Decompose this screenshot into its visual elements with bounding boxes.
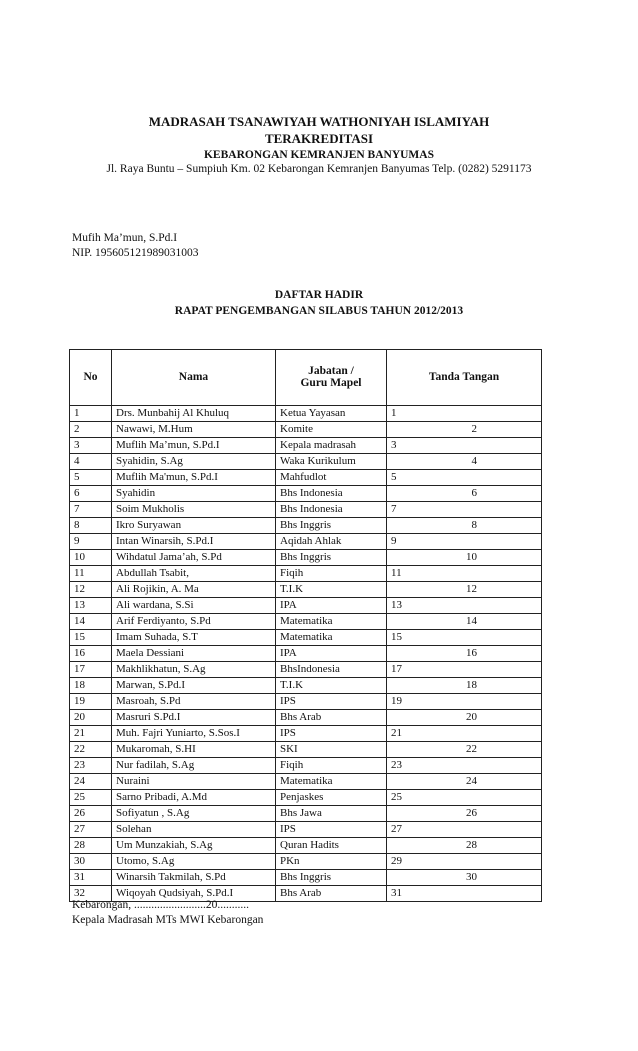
row-position: PKn bbox=[276, 854, 387, 870]
row-signature-slot: 30 bbox=[387, 870, 542, 886]
school-address: Jl. Raya Buntu – Sumpiuh Km. 02 Kebarongan Kemranjen Banyumas Telp. (0282) 5291173 bbox=[106, 163, 532, 175]
row-signature-slot: 17 bbox=[387, 662, 542, 678]
header-jabatan bbox=[276, 350, 387, 406]
attendance-table bbox=[69, 349, 542, 902]
row-position: T.I.K bbox=[276, 678, 387, 694]
row-name: Ali wardana, S.Si bbox=[112, 598, 276, 614]
row-number: 2 bbox=[70, 422, 112, 438]
row-position: IPS bbox=[276, 694, 387, 710]
row-signature-slot: 1 bbox=[387, 406, 542, 422]
row-position: Matematika bbox=[276, 614, 387, 630]
table-row bbox=[70, 870, 542, 886]
row-signature-slot: 11 bbox=[387, 566, 542, 582]
row-position: Aqidah Ahlak bbox=[276, 534, 387, 550]
row-position: Komite bbox=[276, 422, 387, 438]
row-number: 18 bbox=[70, 678, 112, 694]
row-position: Bhs Indonesia bbox=[276, 502, 387, 518]
school-name: MADRASAH TSANAWIYAH WATHONIYAH ISLAMIYAH bbox=[148, 114, 490, 129]
row-position: Kepala madrasah bbox=[276, 438, 387, 454]
row-signature-slot: 18 bbox=[387, 678, 542, 694]
row-signature-slot: 21 bbox=[387, 726, 542, 742]
table-row bbox=[70, 534, 542, 550]
row-name: Arif Ferdiyanto, S.Pd bbox=[112, 614, 276, 630]
table-row bbox=[70, 614, 542, 630]
row-position: IPS bbox=[276, 822, 387, 838]
row-name: Winarsih Takmilah, S.Pd bbox=[112, 870, 276, 886]
row-position: Fiqih bbox=[276, 566, 387, 582]
header-jabatan-line1: Jabatan / bbox=[308, 365, 354, 377]
row-number: 11 bbox=[70, 566, 112, 582]
row-signature-slot: 23 bbox=[387, 758, 542, 774]
row-name: Maela Dessiani bbox=[112, 646, 276, 662]
header-jabatan-line2: Guru Mapel bbox=[300, 376, 362, 389]
row-position: Bhs Inggris bbox=[276, 870, 387, 886]
row-position: Mahfudlot bbox=[276, 470, 387, 486]
row-signature-slot: 22 bbox=[387, 742, 542, 758]
row-signature-slot: 7 bbox=[387, 502, 542, 518]
table-row bbox=[70, 806, 542, 822]
row-name: Drs. Munbahij Al Khuluq bbox=[112, 406, 276, 422]
table-row bbox=[70, 454, 542, 470]
row-position: Bhs Indonesia bbox=[276, 486, 387, 502]
header-tanda-tangan: Tanda Tangan bbox=[387, 350, 542, 406]
row-name: Masroah, S.Pd bbox=[112, 694, 276, 710]
place-date-line: Kebarongan, .........................20........... bbox=[72, 899, 249, 911]
row-number: 15 bbox=[70, 630, 112, 646]
row-position: Waka Kurikulum bbox=[276, 454, 387, 470]
row-signature-slot: 25 bbox=[387, 790, 542, 806]
row-name: Utomo, S.Ag bbox=[112, 854, 276, 870]
table-row bbox=[70, 710, 542, 726]
row-number: 28 bbox=[70, 838, 112, 854]
row-position: Bhs Inggris bbox=[276, 550, 387, 566]
table-row bbox=[70, 550, 542, 566]
table-row bbox=[70, 422, 542, 438]
row-position: SKI bbox=[276, 742, 387, 758]
row-name: Muflih Ma’mun, S.Pd.I bbox=[112, 438, 276, 454]
table-row bbox=[70, 758, 542, 774]
row-position: Ketua Yayasan bbox=[276, 406, 387, 422]
row-position: IPA bbox=[276, 598, 387, 614]
table-row bbox=[70, 678, 542, 694]
principal-title: Kepala Madrasah MTs MWI Kebarongan bbox=[72, 914, 264, 926]
row-signature-slot: 13 bbox=[387, 598, 542, 614]
row-number: 9 bbox=[70, 534, 112, 550]
row-number: 8 bbox=[70, 518, 112, 534]
table-row bbox=[70, 566, 542, 582]
row-number: 13 bbox=[70, 598, 112, 614]
row-name: Intan Winarsih, S.Pd.I bbox=[112, 534, 276, 550]
row-name: Sarno Pribadi, A.Md bbox=[112, 790, 276, 806]
row-position: IPA bbox=[276, 646, 387, 662]
row-signature-slot: 2 bbox=[387, 422, 542, 438]
row-position: Quran Hadits bbox=[276, 838, 387, 854]
row-number: 23 bbox=[70, 758, 112, 774]
row-number: 14 bbox=[70, 614, 112, 630]
document-title: DAFTAR HADIR bbox=[274, 289, 364, 301]
row-number: 12 bbox=[70, 582, 112, 598]
table-row bbox=[70, 598, 542, 614]
row-name: Makhlikhatun, S.Ag bbox=[112, 662, 276, 678]
accreditation-status: TERAKREDITASI bbox=[264, 131, 374, 146]
row-signature-slot: 27 bbox=[387, 822, 542, 838]
row-number: 32 bbox=[70, 886, 112, 902]
table-row bbox=[70, 486, 542, 502]
table-row bbox=[70, 774, 542, 790]
table-row bbox=[70, 582, 542, 598]
row-number: 7 bbox=[70, 502, 112, 518]
row-signature-slot: 6 bbox=[387, 486, 542, 502]
table-row bbox=[70, 790, 542, 806]
row-name: Nawawi, M.Hum bbox=[112, 422, 276, 438]
row-name: Sofiyatun , S.Ag bbox=[112, 806, 276, 822]
row-number: 20 bbox=[70, 710, 112, 726]
row-number: 26 bbox=[70, 806, 112, 822]
row-signature-slot: 9 bbox=[387, 534, 542, 550]
row-signature-slot: 14 bbox=[387, 614, 542, 630]
row-name: Solehan bbox=[112, 822, 276, 838]
table-row bbox=[70, 406, 542, 422]
row-position: Matematika bbox=[276, 774, 387, 790]
row-number: 10 bbox=[70, 550, 112, 566]
row-name: Muh. Fajri Yuniarto, S.Sos.I bbox=[112, 726, 276, 742]
row-number: 19 bbox=[70, 694, 112, 710]
row-number: 22 bbox=[70, 742, 112, 758]
row-name: Syahidin bbox=[112, 486, 276, 502]
row-position: Matematika bbox=[276, 630, 387, 646]
row-name: Imam Suhada, S.T bbox=[112, 630, 276, 646]
row-signature-slot: 3 bbox=[387, 438, 542, 454]
row-position: Bhs Jawa bbox=[276, 806, 387, 822]
row-name: Ikro Suryawan bbox=[112, 518, 276, 534]
row-signature-slot: 4 bbox=[387, 454, 542, 470]
table-row bbox=[70, 838, 542, 854]
row-signature-slot: 26 bbox=[387, 806, 542, 822]
row-position: T.I.K bbox=[276, 582, 387, 598]
table-row bbox=[70, 470, 542, 486]
row-position: Bhs Inggris bbox=[276, 518, 387, 534]
row-name: Nuraini bbox=[112, 774, 276, 790]
row-name: Ali Rojikin, A. Ma bbox=[112, 582, 276, 598]
table-row bbox=[70, 742, 542, 758]
row-name: Nur fadilah, S.Ag bbox=[112, 758, 276, 774]
row-name: Soim Mukholis bbox=[112, 502, 276, 518]
row-number: 17 bbox=[70, 662, 112, 678]
row-signature-slot: 12 bbox=[387, 582, 542, 598]
row-name: Mukaromah, S.HI bbox=[112, 742, 276, 758]
row-position: BhsIndonesia bbox=[276, 662, 387, 678]
table-header-row bbox=[70, 350, 542, 406]
row-signature-slot: 28 bbox=[387, 838, 542, 854]
row-name: Abdullah Tsabit, bbox=[112, 566, 276, 582]
header-no: No bbox=[70, 350, 112, 406]
row-signature-slot: 31 bbox=[387, 886, 542, 902]
row-number: 21 bbox=[70, 726, 112, 742]
document-subtitle: RAPAT PENGEMBANGAN SILABUS TAHUN 2012/2013 bbox=[174, 305, 464, 317]
row-position: Bhs Arab bbox=[276, 710, 387, 726]
row-signature-slot: 15 bbox=[387, 630, 542, 646]
row-signature-slot: 29 bbox=[387, 854, 542, 870]
row-position: IPS bbox=[276, 726, 387, 742]
row-name: Wiqoyah Qudsiyah, S.Pd.I bbox=[112, 886, 276, 902]
row-signature-slot: 8 bbox=[387, 518, 542, 534]
school-location: KEBARONGAN KEMRANJEN BANYUMAS bbox=[203, 149, 434, 161]
row-position: Fiqih bbox=[276, 758, 387, 774]
row-signature-slot: 19 bbox=[387, 694, 542, 710]
table-row bbox=[70, 518, 542, 534]
row-number: 5 bbox=[70, 470, 112, 486]
row-number: 30 bbox=[70, 854, 112, 870]
row-number: 27 bbox=[70, 822, 112, 838]
row-position: Penjaskes bbox=[276, 790, 387, 806]
row-signature-slot: 10 bbox=[387, 550, 542, 566]
table-row bbox=[70, 662, 542, 678]
row-number: 25 bbox=[70, 790, 112, 806]
table-row bbox=[70, 438, 542, 454]
table-row bbox=[70, 854, 542, 870]
row-number: 24 bbox=[70, 774, 112, 790]
row-name: Muflih Ma'mun, S.Pd.I bbox=[112, 470, 276, 486]
row-signature-slot: 24 bbox=[387, 774, 542, 790]
row-name: Syahidin, S.Ag bbox=[112, 454, 276, 470]
row-position: Bhs Arab bbox=[276, 886, 387, 902]
table-row bbox=[70, 694, 542, 710]
row-number: 1 bbox=[70, 406, 112, 422]
table-row bbox=[70, 646, 542, 662]
table-row bbox=[70, 630, 542, 646]
table-row bbox=[70, 726, 542, 742]
row-name: Marwan, S.Pd.I bbox=[112, 678, 276, 694]
row-signature-slot: 20 bbox=[387, 710, 542, 726]
row-number: 3 bbox=[70, 438, 112, 454]
table-row bbox=[70, 502, 542, 518]
row-number: 6 bbox=[70, 486, 112, 502]
header-nama: Nama bbox=[112, 350, 276, 406]
row-name: Um Munzakiah, S.Ag bbox=[112, 838, 276, 854]
attendance-body bbox=[70, 406, 542, 902]
row-number: 16 bbox=[70, 646, 112, 662]
row-number: 4 bbox=[70, 454, 112, 470]
row-name: Wihdatul Jama’ah, S.Pd bbox=[112, 550, 276, 566]
signatory-name: Mufih Ma’mun, S.Pd.I bbox=[72, 232, 178, 244]
row-number: 31 bbox=[70, 870, 112, 886]
row-signature-slot: 5 bbox=[387, 470, 542, 486]
row-name: Masruri S.Pd.I bbox=[112, 710, 276, 726]
signatory-nip: NIP. 195605121989031003 bbox=[72, 247, 199, 259]
row-signature-slot: 16 bbox=[387, 646, 542, 662]
table-row bbox=[70, 822, 542, 838]
